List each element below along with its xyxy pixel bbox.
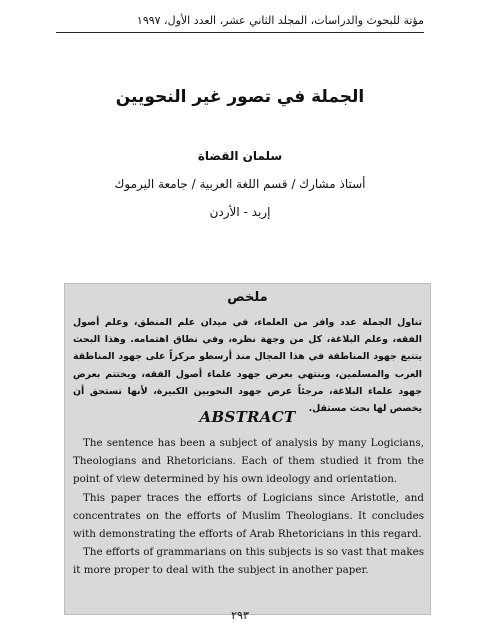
arabic-abstract-heading: ملخص (227, 290, 268, 305)
article-title: الجملة في تصور غير النحويين (115, 87, 365, 107)
english-abstract-paragraph: The sentence has been a subject of analysis by many Logicians, Theologians and Rhetoricians. Each of them studied it from the point of view determined by his own ideology and orientation. (73, 437, 424, 486)
author-affiliation: أستاذ مشارك / قسم اللغة العربية / جامعة اليرموك (114, 177, 366, 191)
author-block (60, 146, 420, 230)
english-abstract-text (73, 434, 424, 580)
english-abstract-paragraph: This paper traces the efforts of Logicians since Aristotle, and concentrates on the efforts of Muslim Theologians. It concludes with demonstrating the efforts of Arab Rhetoricians in this regard. (73, 491, 424, 541)
arabic-abstract-text: تناول الجملة عدد وافر من العلماء، في ميدان علم المنطق، وعلم أصول الفقه، وعلم البلاغة، كل من وجهة نظره، وفي نطاق اهتمامه. وهذا البحث يتتبع جهود المناطقة في هذا المجال منذ أرسطو مركزاً على جهود المناطقة العرب والمسلمين، وينتهي بعرض جهود علماء أصول الفقه، ويختتم بعرض جهود علماء البلاغة، مرجئاً عرض جهود النحويين الكبيرة، لأنها تستحق أن يخصص لها بحث مستقل. (73, 317, 422, 415)
page-number: ٢٩٣ (231, 609, 249, 622)
author-location: إربد - الأردن (209, 205, 271, 219)
header-rule (56, 32, 424, 33)
running-header: مؤتة للبحوث والدراسات، المجلد الثاني عشر، العدد الأول، ١٩٩٧ (136, 14, 424, 27)
abstract-box (64, 283, 431, 615)
english-abstract-paragraph: The efforts of grammarians on this subjects is so vast that makes it more proper to deal with the subject in another paper. (73, 546, 424, 577)
author-name: سلمان القضاة (197, 149, 283, 163)
english-abstract-heading: ABSTRACT (199, 408, 296, 426)
